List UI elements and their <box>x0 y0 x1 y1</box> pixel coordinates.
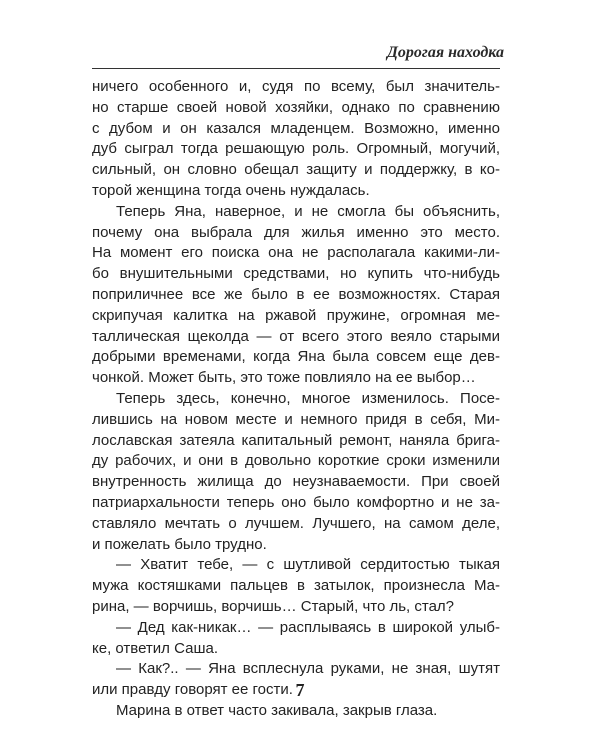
text-line: мужа костяшками пальцев в затылок, произнесла Ма- <box>92 577 500 595</box>
page-number: 7 <box>295 680 305 700</box>
text-line: скрипучая калитка на ржавой пружине, огромная ме- <box>92 306 500 324</box>
text-line: добрыми временами, когда Яна была совсем еще дев- <box>92 348 500 366</box>
text-line: ке, ответил Саша. <box>92 639 218 657</box>
text-line: ду рабочих, и они в довольно короткие сроки изменили <box>92 452 500 470</box>
text-line: и пожелать было трудно. <box>92 535 267 553</box>
paragraph <box>92 701 500 722</box>
paragraph <box>92 555 500 617</box>
text-line: лившись на новом месте и немного придя в себя, Ми- <box>92 410 500 428</box>
text-line: ничего особенного и, судя по всему, был значитель- <box>92 78 500 95</box>
paragraph <box>92 77 500 202</box>
text-line: но старше своей новой хозяйки, однако по сравнению <box>92 98 500 116</box>
text-line: торой женщина тогда очень нуждалась. <box>92 181 370 199</box>
text-line: рина, — ворчишь, ворчишь… Старый, что ль, стал? <box>92 597 455 615</box>
text-line: бо внушительными средствами, но купить что-нибудь <box>92 265 500 283</box>
paragraph <box>92 202 500 389</box>
paragraph <box>92 389 500 555</box>
paragraph <box>92 618 500 660</box>
text-line: таллическая щеколда — от всего этого веяло старыми <box>92 327 500 345</box>
text-line: — Хватит тебе, — с шутливой сердитостью тыкая <box>116 556 500 574</box>
text-line: Теперь Яна, наверное, и не смогла бы объяснить, <box>116 202 500 220</box>
text-line: или правду говорят ее гости. <box>92 681 293 699</box>
text-line: Теперь здесь, конечно, многое изменилось. Посе- <box>116 389 500 407</box>
header-divider <box>92 68 500 69</box>
text-line: патриархальности теперь оно было комфортно и не за- <box>92 493 500 511</box>
text-line: лославская затеяла капитальный ремонт, наняла брига- <box>92 431 500 449</box>
text-line: — Дед как-никак… — расплываясь в широкой улыб- <box>116 618 500 636</box>
running-header-title: Дорогая находка <box>387 44 504 61</box>
text-line: сильный, он словно обещал защиту и поддержку, в ко- <box>92 161 500 179</box>
text-line: внутренность жилища до неузнаваемости. При своей <box>92 473 500 491</box>
text-line: чонкой. Может быть, это тоже повлияло на ее выбор… <box>92 369 476 387</box>
text-line: ставляло мечтать о лучшем. Лучшего, на самом деле, <box>92 514 500 532</box>
text-line: поприличнее все же было в ее возможностях. Старая <box>92 285 500 303</box>
text-line: На момент его поиска она не располагала какими-ли- <box>92 244 500 262</box>
text-line: дуб сыграл тогда решающую роль. Огромный, могучий, <box>92 140 500 158</box>
body-text <box>92 77 500 722</box>
text-line: с дубом и он казался младенцем. Возможно, именно <box>92 119 500 137</box>
text-line: почему она выбрала для жилья именно это место. <box>92 223 500 241</box>
text-line: — Как?.. — Яна всплеснула руками, не зная, шутят <box>116 660 500 678</box>
text-line: Марина в ответ часто закивала, закрыв глаза. <box>116 701 438 719</box>
